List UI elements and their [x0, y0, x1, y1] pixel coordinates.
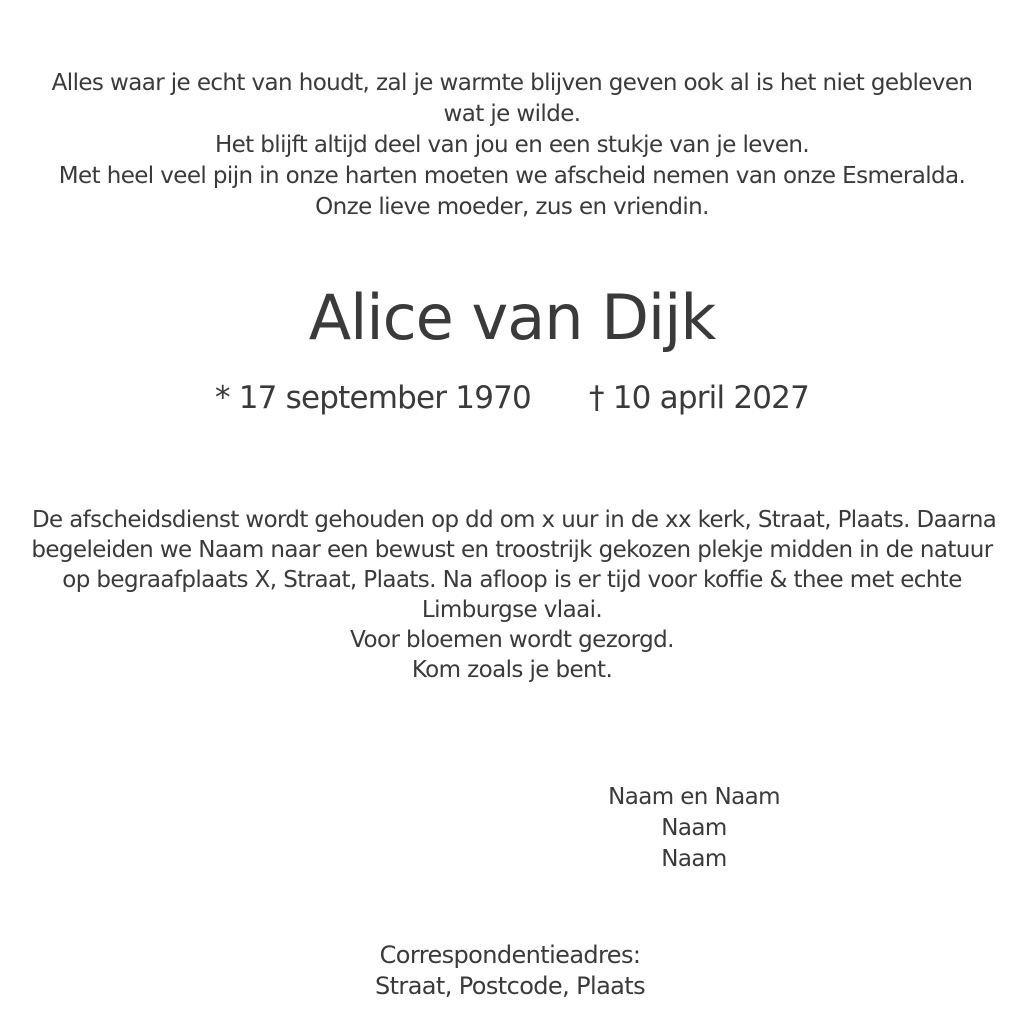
poem-line: Alles waar je echt van houdt, zal je warmte blijven geven ook al is het niet gebleven — [51, 70, 973, 96]
poem-line: Het blijft altijd deel van jou en een stukje van je leven. — [214, 132, 810, 158]
life-dates — [0, 376, 1024, 420]
service-line: De afscheidsdienst wordt gehouden op dd om x uur in de xx kerk, Straat, Plaats. Daarna — [31, 507, 997, 533]
service-line: Voor bloemen wordt gezorgd. — [350, 627, 674, 653]
service-line: begeleiden we Naam naar een bewust en troostrijk gekozen plekje midden in de natuur — [31, 537, 993, 563]
death-date: † 10 april 2027 — [588, 380, 810, 416]
family-line: Naam — [661, 815, 727, 841]
poem — [0, 68, 1024, 223]
correspondence-address — [320, 940, 700, 1002]
poem-line: wat je wilde. — [443, 101, 581, 127]
address-label: Correspondentieadres: — [379, 941, 641, 969]
birth-date: * 17 september 1970 — [214, 380, 531, 416]
deceased-name: Alice van Dijk — [308, 281, 716, 354]
service-line: op begraafplaats X, Straat, Plaats. Na afloop is er tijd voor koffie & thee met echte — [62, 567, 962, 593]
service-announcement — [30, 505, 997, 685]
family-line: Naam — [661, 846, 727, 872]
family-line: Naam en Naam — [608, 784, 780, 810]
family-signatures — [560, 782, 828, 875]
address-value: Straat, Postcode, Plaats — [374, 972, 645, 1000]
service-line: Limburgse vlaai. — [421, 597, 603, 623]
service-line: Kom zoals je bent. — [411, 657, 613, 683]
poem-line: Onze lieve moeder, zus en vriendin. — [315, 194, 709, 220]
poem-line: Met heel veel pijn in onze harten moeten we afscheid nemen van onze Esmeralda. — [58, 163, 966, 189]
